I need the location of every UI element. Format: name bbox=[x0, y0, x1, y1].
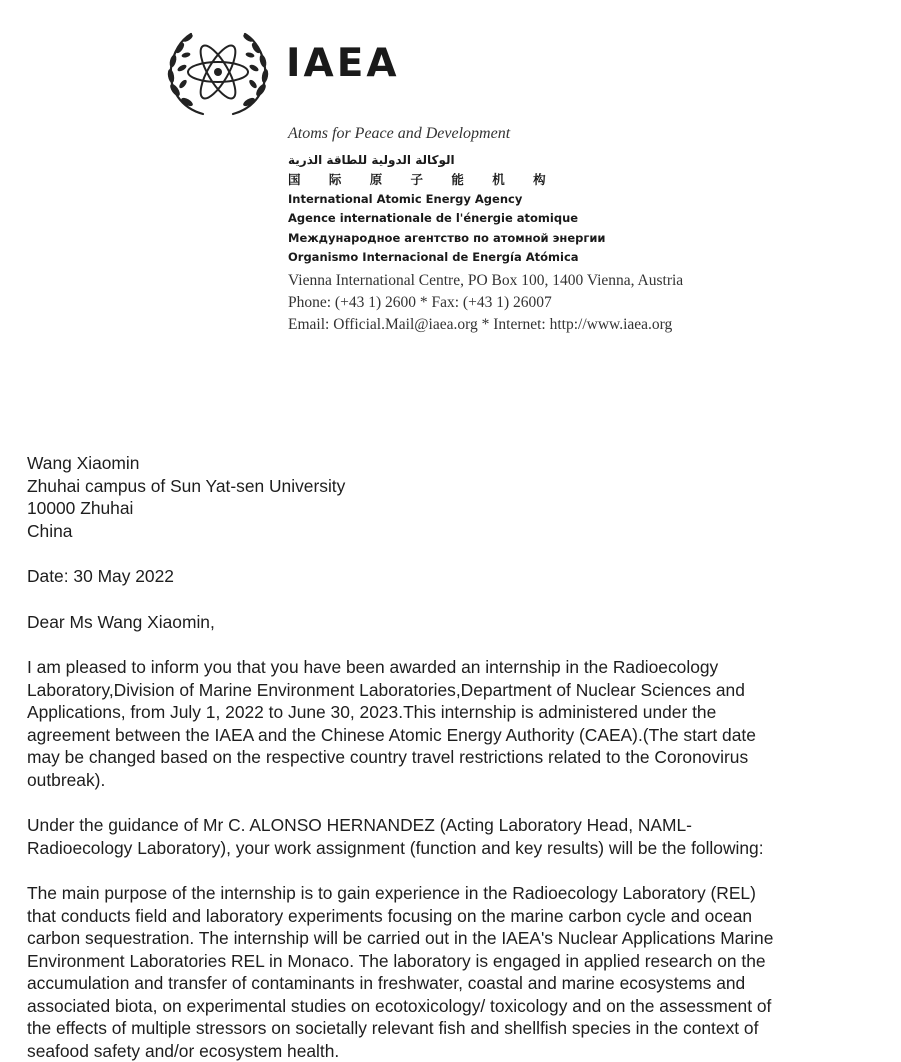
iaea-logo-text: IAEA bbox=[286, 41, 400, 86]
address-line: Vienna International Centre, PO Box 100, 1400 Vienna, Austria bbox=[288, 272, 684, 289]
paragraph-line: the effects of multiple stressors on societally relevant fish and shellfish species in the context of bbox=[27, 1018, 759, 1038]
paragraph-line: may be changed based on the respective country travel restrictions related to the Coronovirus bbox=[27, 747, 749, 767]
paragraph-line: Laboratory,Division of Marine Environment Laboratories,Department of Nuclear Sciences and bbox=[27, 679, 745, 700]
paragraph-line: Applications, from July 1, 2022 to June 30, 2023.This internship is administered under the bbox=[27, 702, 717, 722]
paragraph-award bbox=[27, 656, 877, 791]
paragraph-line: carbon sequestration. The internship will be carried out in the IAEA's Nuclear Applications Marine bbox=[27, 928, 774, 948]
paragraph-line: that conducts field and laboratory experiments focusing on the marine carbon cycle and ocean bbox=[27, 905, 753, 926]
paragraph-line: agreement between the IAEA and the Chinese Atomic Energy Authority (CAEA).(The start date bbox=[27, 724, 756, 745]
paragraph-line: Under the guidance of Mr C. ALONSO HERNANDEZ (Acting Laboratory Head, NAML- bbox=[27, 815, 692, 835]
recipient-institution: Zhuhai campus of Sun Yat-sen University bbox=[27, 475, 346, 496]
agency-name-french: Agence internationale de l'énergie atomique bbox=[288, 211, 579, 226]
paragraph-line: I am pleased to inform you that you have been awarded an internship in the Radioecology bbox=[27, 657, 719, 677]
paragraph-purpose bbox=[27, 882, 877, 1062]
recipient-address bbox=[27, 452, 877, 542]
agency-name-chinese: 国 际 原 子 能 机 构 bbox=[288, 172, 558, 188]
paragraph-line: Environment Laboratories REL in Monaco. The laboratory is engaged in applied research on the bbox=[27, 950, 766, 971]
paragraph-line: outbreak). bbox=[27, 769, 106, 790]
recipient-name: Wang Xiaomin bbox=[27, 453, 140, 473]
salutation: Dear Ms Wang Xiaomin, bbox=[27, 611, 215, 632]
phone-fax-line: Phone: (+43 1) 2600 * Fax: (+43 1) 26007 bbox=[288, 294, 552, 311]
paragraph-line: The main purpose of the internship is to gain experience in the Radioecology Laboratory (REL) bbox=[27, 883, 756, 903]
atom-olive-wreath-emblem-icon bbox=[163, 28, 273, 120]
recipient-country: China bbox=[27, 520, 73, 541]
paragraph-line: seafood safety and/or ecosystem health. bbox=[27, 1040, 340, 1061]
email-web-line: Email: Official.Mail@iaea.org * Internet: http://www.iaea.org bbox=[288, 316, 673, 333]
letter-date: Date: 30 May 2022 bbox=[27, 566, 174, 586]
recipient-city: 10000 Zhuhai bbox=[27, 498, 134, 518]
tagline: Atoms for Peace and Development bbox=[288, 125, 511, 142]
agency-name-arabic: الوكالة الدولية للطاقة الذرية bbox=[288, 153, 455, 167]
agency-name-russian: Международное агентство по атомной энергии bbox=[288, 230, 606, 245]
paragraph-line: accumulation and transfer of contaminants in freshwater, coastal and marine ecosystems and bbox=[27, 973, 746, 993]
contact-block bbox=[288, 270, 683, 336]
agency-names bbox=[288, 151, 768, 267]
agency-name-spanish: Organismo Internacional de Energía Atómica bbox=[288, 249, 579, 264]
paragraph-guidance bbox=[27, 814, 877, 859]
paragraph-line: associated biota, on experimental studies on ecotoxicology/ toxicology and on the assessment of bbox=[27, 995, 772, 1016]
paragraph-line: Radioecology Laboratory), your work assignment (function and key results) will be the following: bbox=[27, 837, 764, 858]
agency-name-english: International Atomic Energy Agency bbox=[288, 191, 523, 206]
letter-body bbox=[27, 452, 877, 1062]
